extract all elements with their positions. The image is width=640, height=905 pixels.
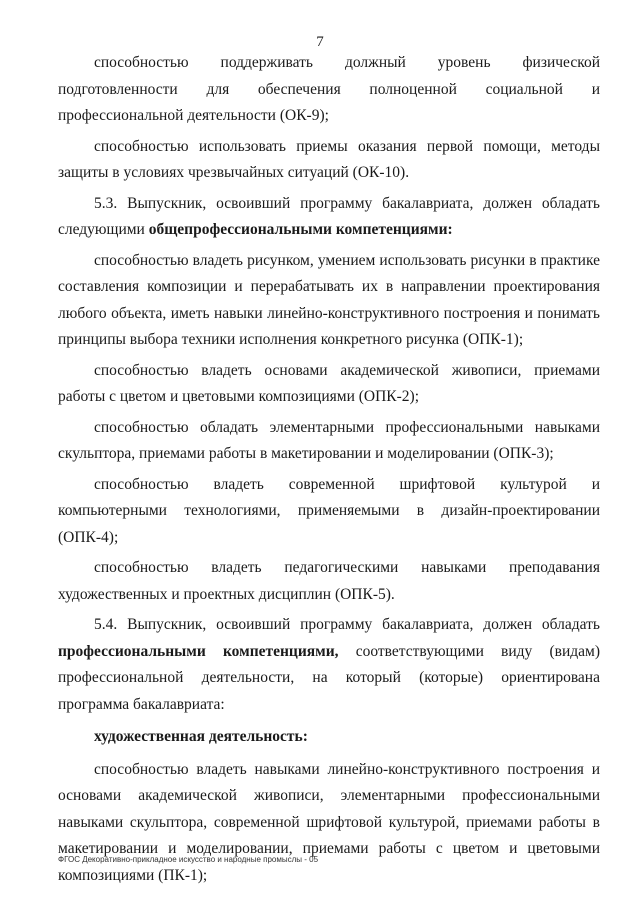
- paragraph-5-3: [58, 191, 600, 244]
- paragraph-5-3-bold: общепрофессиональными компетенциями:: [148, 221, 453, 238]
- paragraph-opk-4: способностью владеть современной шрифтовой культурой и компьютерными технологиями, применяемыми в дизайн-проектировании (ОПК-4);: [58, 475, 600, 546]
- paragraph-opk-5: способностью владеть педагогическими навыками преподавания художественных и проектных дисциплин (ОПК-5).: [58, 559, 600, 603]
- paragraph-5-4-bold: профессиональными компетенциями,: [58, 642, 339, 660]
- paragraph-5-4: [58, 612, 600, 718]
- paragraph-opk-2: способностью владеть основами академической живописи, приемами работы с цветом и цветовыми композициями (ОПК-2);: [58, 361, 600, 405]
- paragraph-5-4-text-start: 5.4. Выпускник, освоивший программу бакалавриата, должен обладать: [94, 616, 600, 633]
- paragraph-opk-1: способностью владеть рисунком, умением использовать рисунки в практике составления композиции и перерабатывать их в направлении проектирования любого объекта, иметь навыки линейно-конструктивного построения и понимать принципы выбора техники исполнения конкретного рисунка (ОПК-1);: [58, 251, 600, 348]
- paragraph-5-4-text-end: соответствующими виду (видам) профессиональной деятельности, на который (которые) ориентирована программа бакалавриата:: [58, 642, 600, 713]
- section-heading-artistic: художественная деятельность:: [94, 728, 308, 745]
- document-body: [58, 50, 600, 889]
- paragraph-pk-1: способностью владеть навыками линейно-конструктивного построения и основами академической живописи, элементарными профессиональными навыками скульптора, современной шрифтовой культурой, приемами работы в макетировании и моделировании, приемами работы с цветом и цветовыми композициями (ПК-1);: [58, 760, 600, 884]
- paragraph-opk-3: способностью обладать элементарными профессиональными навыками скульптора, приемами работы в макетировании и моделировании (ОПК-3);: [58, 418, 600, 462]
- page-footer: ФГОС Декоративно-прикладное искусство и народные промыслы - 05: [58, 855, 319, 864]
- paragraph-5-3-text: 5.3. Выпускник, освоивший программу бакалавриата, должен обладать следующими: [58, 194, 600, 238]
- paragraph-ok-9: способностью поддерживать должный уровень физической подготовленности для обеспечения полноценной социальной и профессиональной деятельности (ОК-9);: [58, 54, 600, 124]
- paragraph-ok-10: способностью использовать приемы оказания первой помощи, методы защиты в условиях чрезвычайных ситуаций (ОК-10).: [58, 137, 600, 181]
- page-number: 7: [316, 34, 324, 50]
